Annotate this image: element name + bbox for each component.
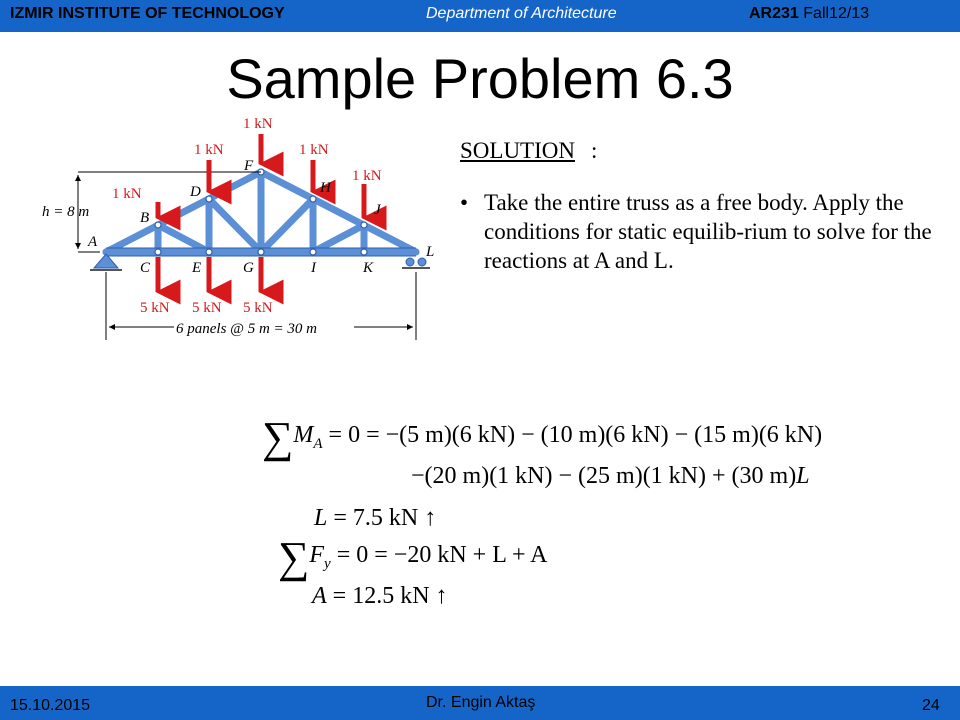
svg-text:K: K <box>363 260 374 276</box>
svg-text:A: A <box>88 234 98 250</box>
solution-heading: SOLUTION <box>460 138 575 163</box>
equation-line1-b: −(20 m)(1 kN) − (25 m)(1 kN) + (30 m) <box>411 463 797 489</box>
svg-text:B: B <box>140 210 150 226</box>
equation-line2: = 7.5 kN ↑ <box>333 505 437 531</box>
svg-text:J: J <box>374 202 381 218</box>
course-term: Fall12/13 <box>803 5 870 22</box>
course-code: AR231 <box>749 5 799 22</box>
department-name: Department of Architecture <box>426 5 617 22</box>
height-label: h = 8 m <box>42 204 90 220</box>
member-dg <box>209 199 261 252</box>
equation-moment-a: $\sum M_A = 0 = -(5$ m)(6 kN) − (10 m)(6 kN) − (15 m)(6 kN) <box>262 413 823 462</box>
equation-line3: = 0 = −20 kN + L + A <box>336 542 548 568</box>
svg-text:I: I <box>311 260 316 276</box>
slide-title: Sample Problem 6.3 <box>226 47 734 110</box>
solution-bullet-1: Take the entire truss as a free body. Apply the conditions for static equilib-rium to solve for the reactions at A and L. <box>484 190 932 273</box>
footer-page-number: 24 <box>922 697 940 714</box>
svg-text:F: F <box>244 158 254 174</box>
solution-heading-colon: : <box>591 138 598 163</box>
bullet-marker: • <box>460 190 469 215</box>
footer-author: Dr. Engin Aktaş <box>426 694 536 711</box>
course-info <box>749 5 869 23</box>
svg-text:G: G <box>243 260 254 276</box>
equation-line1-a: = 0 = −(5 m)(6 kN) − (10 m)(6 kN) − (15 m)(6 kN) <box>328 422 823 448</box>
load-label-j: 1 kN <box>352 168 382 184</box>
equation-l-result: L = 7.5 kN ↑ <box>314 505 437 531</box>
svg-text:C: C <box>140 260 151 276</box>
load-label-b: 1 kN <box>112 186 142 202</box>
load-label-c: 5 kN <box>140 300 170 316</box>
slide-header <box>0 0 960 32</box>
equation-force-y: $\sum F_y = 0 = -20$ kN + L + A <box>278 533 548 582</box>
truss-members <box>106 172 416 252</box>
member-gh <box>261 199 313 252</box>
load-label-f: 1 kN <box>243 116 273 132</box>
span-label: 6 panels @ 5 m = 30 m <box>176 321 317 337</box>
footer-date: 15.10.2015 <box>10 697 91 714</box>
equation-a-result: A = 12.5 kN ↑ <box>312 583 448 609</box>
load-label-e: 5 kN <box>192 300 222 316</box>
load-label-h: 1 kN <box>299 142 329 158</box>
svg-text:D: D <box>190 184 201 200</box>
load-label-g: 5 kN <box>243 300 273 316</box>
svg-text:H: H <box>320 180 331 196</box>
equation-moment-a-cont: −(20 m)(1 kN) − (25 m)(1 kN) + (30 m)L <box>411 463 810 489</box>
institution-name: IZMIR INSTITUTE OF TECHNOLOGY <box>10 5 285 22</box>
truss-diagram <box>34 112 446 344</box>
svg-text:L: L <box>426 244 435 260</box>
equation-line4: = 12.5 kN ↑ <box>332 583 448 609</box>
svg-text:E: E <box>192 260 202 276</box>
load-label-d: 1 kN <box>194 142 224 158</box>
